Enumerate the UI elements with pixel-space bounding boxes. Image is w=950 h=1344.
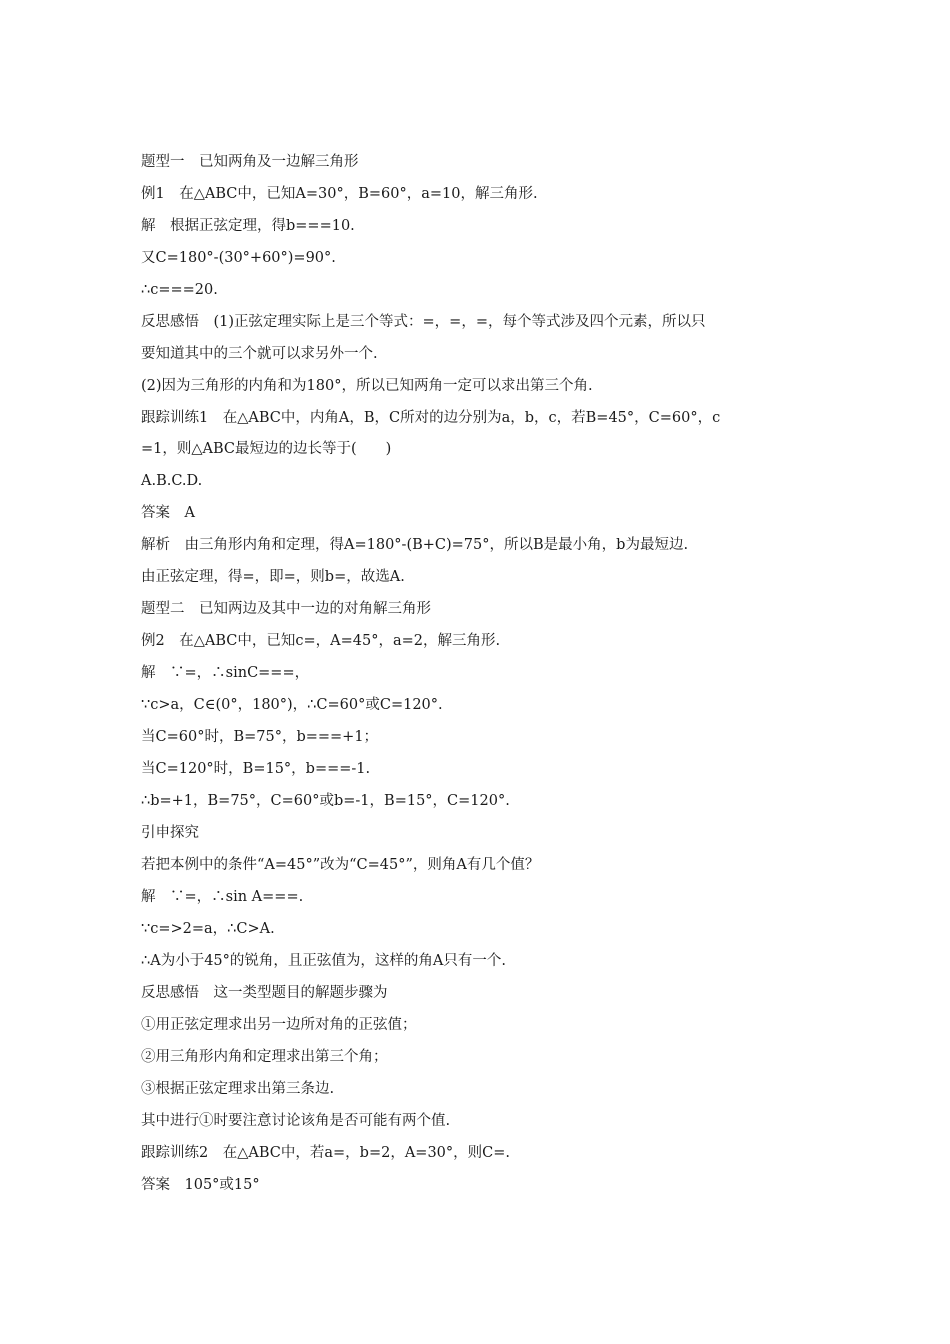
- example-2-solution-line: 解 ∵=，∴sinC===，: [141, 664, 310, 681]
- exercise-1-analysis: 由正弦定理，得=，即=，则b=，故选A.: [141, 568, 405, 585]
- exercise-1-statement: =1，则△ABC最短边的边长等于( ): [141, 441, 392, 457]
- example-2-solution-line: ∵c>a，C∈(0°，180°)，∴C=60°或C=120°.: [141, 696, 443, 713]
- step-note: 其中进行①时要注意讨论该角是否可能有两个值.: [141, 1112, 451, 1129]
- section-heading-1: 题型一 已知两角及一边解三角形: [141, 154, 359, 170]
- step-item: ③根据正弦定理求出第三条边.: [141, 1080, 335, 1097]
- example-1-solution-line: 解 根据正弦定理，得b===10.: [141, 218, 355, 234]
- extension-heading: 引申探究: [141, 824, 199, 841]
- example-1-solution-line: 又C=180°-(30°+60°)=90°.: [141, 250, 336, 266]
- example-2-solution-line: 当C=120°时，B=15°，b===-1.: [141, 760, 371, 777]
- extension-solution-line: ∴A为小于45°的锐角，且正弦值为，这样的角A只有一个.: [141, 952, 506, 969]
- section-heading-2: 题型二 已知两边及其中一边的对角解三角形: [141, 600, 431, 617]
- step-item: ②用三角形内角和定理求出第三个角；: [141, 1048, 388, 1065]
- step-item: ①用正弦定理求出另一边所对角的正弦值；: [141, 1016, 417, 1033]
- exercise-1-answer: 答案 A: [141, 505, 195, 521]
- example-1-statement: 例1 在△ABC中，已知A=30°，B=60°，a=10，解三角形.: [141, 186, 538, 202]
- extension-question: 若把本例中的条件“A=45°”改为“C=45°”，则角A有几个值？: [141, 856, 540, 873]
- exercise-2-statement: 跟踪训练2 在△ABC中，若a=，b=2，A=30°，则C=.: [141, 1144, 510, 1161]
- example-2-statement: 例2 在△ABC中，已知c=，A=45°，a=2，解三角形.: [141, 632, 501, 649]
- example-2-solution-line: 当C=60°时，B=75°，b===+1；: [141, 728, 379, 745]
- reflection-paragraph: 反思感悟 (1)正弦定理实际上是三个等式：=，=，=，每个等式涉及四个元素，所以只: [141, 314, 706, 330]
- reflection-paragraph: 要知道其中的三个就可以求另外一个.: [141, 345, 378, 362]
- extension-solution-line: ∵c=>2=a，∴C>A.: [141, 920, 275, 937]
- exercise-2-answer: 答案 105°或15°: [141, 1176, 260, 1193]
- example-1-solution-line: ∴c===20.: [141, 282, 218, 298]
- extension-solution-line: 解 ∵=，∴sin A===.: [141, 888, 304, 905]
- reflection-paragraph: (2)因为三角形的内角和为180°，所以已知两角一定可以求出第三个角.: [141, 377, 593, 394]
- exercise-1-analysis: 解析 由三角形内角和定理，得A=180°-(B+C)=75°，所以B是最小角，b为最短边.: [141, 537, 689, 553]
- exercise-1-options: A.B.C.D.: [141, 473, 203, 489]
- example-2-solution-line: ∴b=+1，B=75°，C=60°或b=-1，B=15°，C=120°.: [141, 792, 510, 809]
- exercise-1-statement: 跟踪训练1 在△ABC中，内角A，B，C所对的边分别为a，b，c，若B=45°，C=60°，c: [141, 409, 721, 426]
- reflection-2-heading: 反思感悟 这一类型题目的解题步骤为: [141, 984, 388, 1001]
